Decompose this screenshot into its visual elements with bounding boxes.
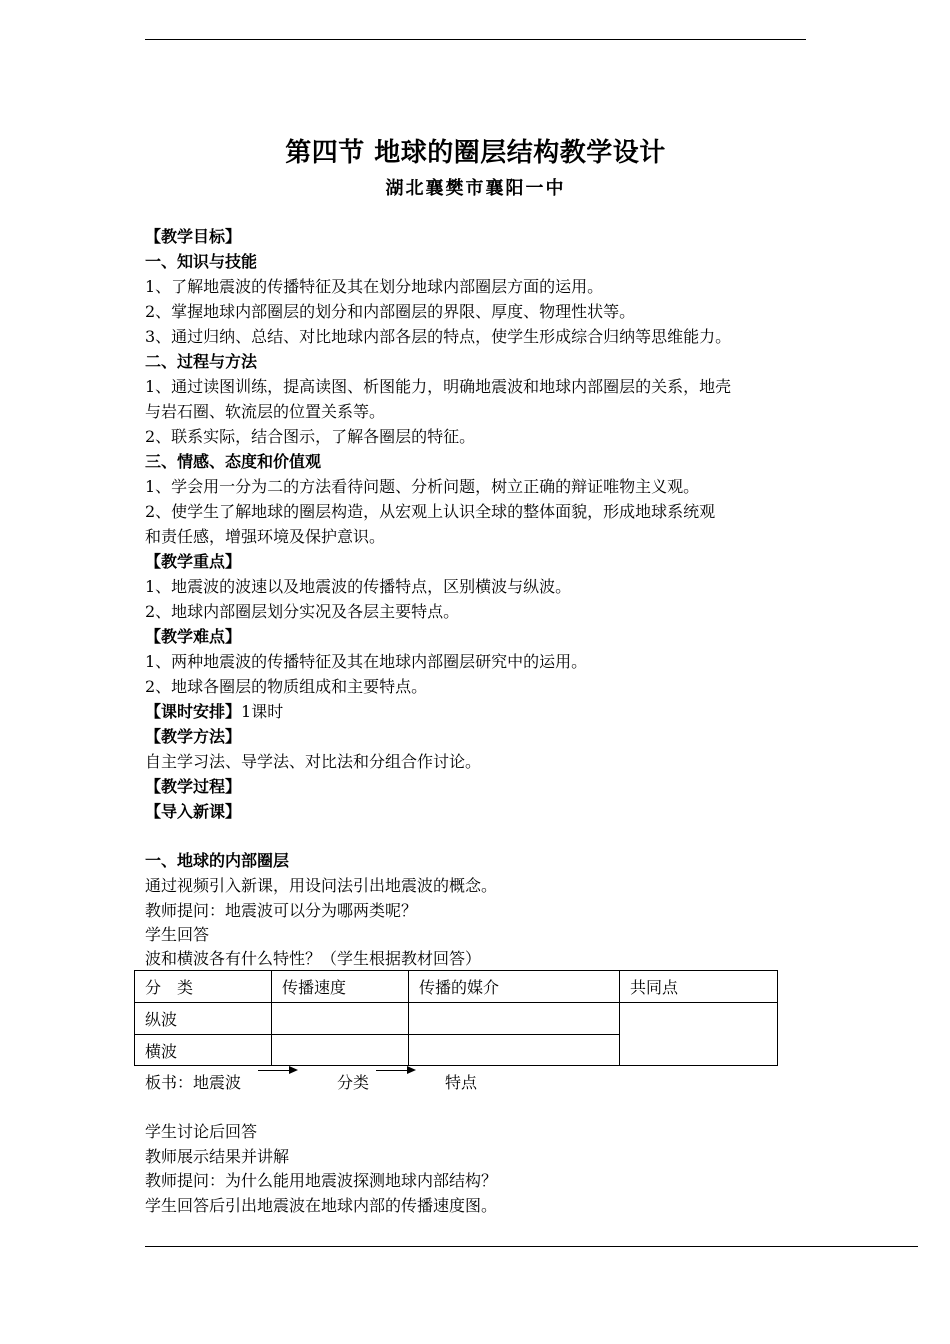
paragraph-line: 教师提问：为什么能用地震波探测地球内部结构？	[145, 1171, 498, 1190]
heading-inner-layers: 一、地球的内部圈层	[145, 851, 290, 870]
paragraph-line: 教师展示结果并讲解	[145, 1147, 290, 1166]
table-cell: 横波	[135, 1035, 272, 1066]
wave-comparison-table	[134, 970, 778, 1066]
schedule-value: 1课时	[241, 702, 284, 721]
paragraph-line: 学生回答	[145, 925, 210, 944]
paragraph-line: 自主学习法、导学法、对比法和分组合作讨论。	[145, 752, 482, 771]
heading-schedule: 【课时安排】	[145, 702, 242, 721]
arrow-right-icon	[258, 1070, 292, 1071]
paragraph-line: 1、了解地震波的传播特征及其在划分地球内部圈层方面的运用。	[145, 277, 604, 296]
paragraph-line: 波和横波各有什么特性？（学生根据教材回答）	[145, 949, 482, 968]
table-header-cell: 共同点	[620, 971, 778, 1003]
paragraph-line: 通过视频引入新课，用设问法引出地震波的概念。	[145, 876, 498, 895]
heading-difficulties: 【教学难点】	[145, 627, 242, 646]
table-cell: 纵波	[135, 1003, 272, 1035]
heading-objectives: 【教学目标】	[145, 227, 242, 246]
table-row	[135, 1003, 778, 1035]
table-cell	[272, 1035, 409, 1066]
paragraph-line: 学生回答后引出地震波在地球内部的传播速度图。	[145, 1196, 498, 1215]
heading-key-points: 【教学重点】	[145, 552, 242, 571]
board-label: 板书：地震波	[145, 1073, 242, 1092]
footer-rule	[145, 1246, 918, 1247]
paragraph-line: 学生讨论后回答	[145, 1122, 258, 1141]
board-item: 特点	[445, 1073, 478, 1092]
paragraph-line: 和责任感，增强环境及保护意识。	[145, 527, 386, 546]
paragraph-line: 与岩石圈、软流层的位置关系等。	[145, 402, 386, 421]
header-rule	[145, 39, 806, 40]
table-header-cell: 传播的媒介	[409, 971, 620, 1003]
paragraph-line: 3、通过归纳、总结、对比地球内部各层的特点，使学生形成综合归纳等思维能力。	[145, 327, 732, 346]
paragraph-line: 2、掌握地球内部圈层的划分和内部圈层的界限、厚度、物理性状等。	[145, 302, 636, 321]
heading-methods: 【教学方法】	[145, 727, 242, 746]
paragraph-line: 1、学会用一分为二的方法看待问题、分析问题，树立正确的辩证唯物主义观。	[145, 477, 700, 496]
arrow-right-icon	[376, 1070, 410, 1071]
document-subtitle: 湖北襄樊市襄阳一中	[385, 178, 566, 199]
heading-values: 三、情感、态度和价值观	[145, 452, 322, 471]
table-header-cell: 传播速度	[272, 971, 409, 1003]
paragraph-line: 2、使学生了解地球的圈层构造，从宏观上认识全球的整体面貌，形成地球系统观	[145, 502, 716, 521]
table-cell-common	[620, 1003, 778, 1066]
document-title: 第四节 地球的圈层结构教学设计	[285, 138, 666, 168]
paragraph-line: 2、地球各圈层的物质组成和主要特点。	[145, 677, 428, 696]
paragraph-line: 2、联系实际，结合图示，了解各圈层的特征。	[145, 427, 476, 446]
table-header-row	[135, 971, 778, 1003]
paragraph-line: 2、地球内部圈层划分实况及各层主要特点。	[145, 602, 460, 621]
table-cell	[409, 1003, 620, 1035]
paragraph-line: 1、地震波的波速以及地震波的传播特点，区别横波与纵波。	[145, 577, 572, 596]
table-cell	[409, 1035, 620, 1066]
heading-knowledge-skills: 一、知识与技能	[145, 252, 258, 271]
paragraph-line: 教师提问：地震波可以分为哪两类呢？	[145, 901, 418, 920]
board-item: 分类	[337, 1073, 370, 1092]
schedule-line	[145, 699, 283, 724]
heading-introduction: 【导入新课】	[145, 802, 242, 821]
heading-process: 【教学过程】	[145, 777, 242, 796]
table-header-cell: 分 类	[135, 971, 272, 1003]
paragraph-line: 1、两种地震波的传播特征及其在地球内部圈层研究中的运用。	[145, 652, 588, 671]
heading-process-methods: 二、过程与方法	[145, 352, 258, 371]
paragraph-line: 1、通过读图训练，提高读图、析图能力，明确地震波和地球内部圈层的关系，地壳	[145, 377, 732, 396]
table-cell	[272, 1003, 409, 1035]
